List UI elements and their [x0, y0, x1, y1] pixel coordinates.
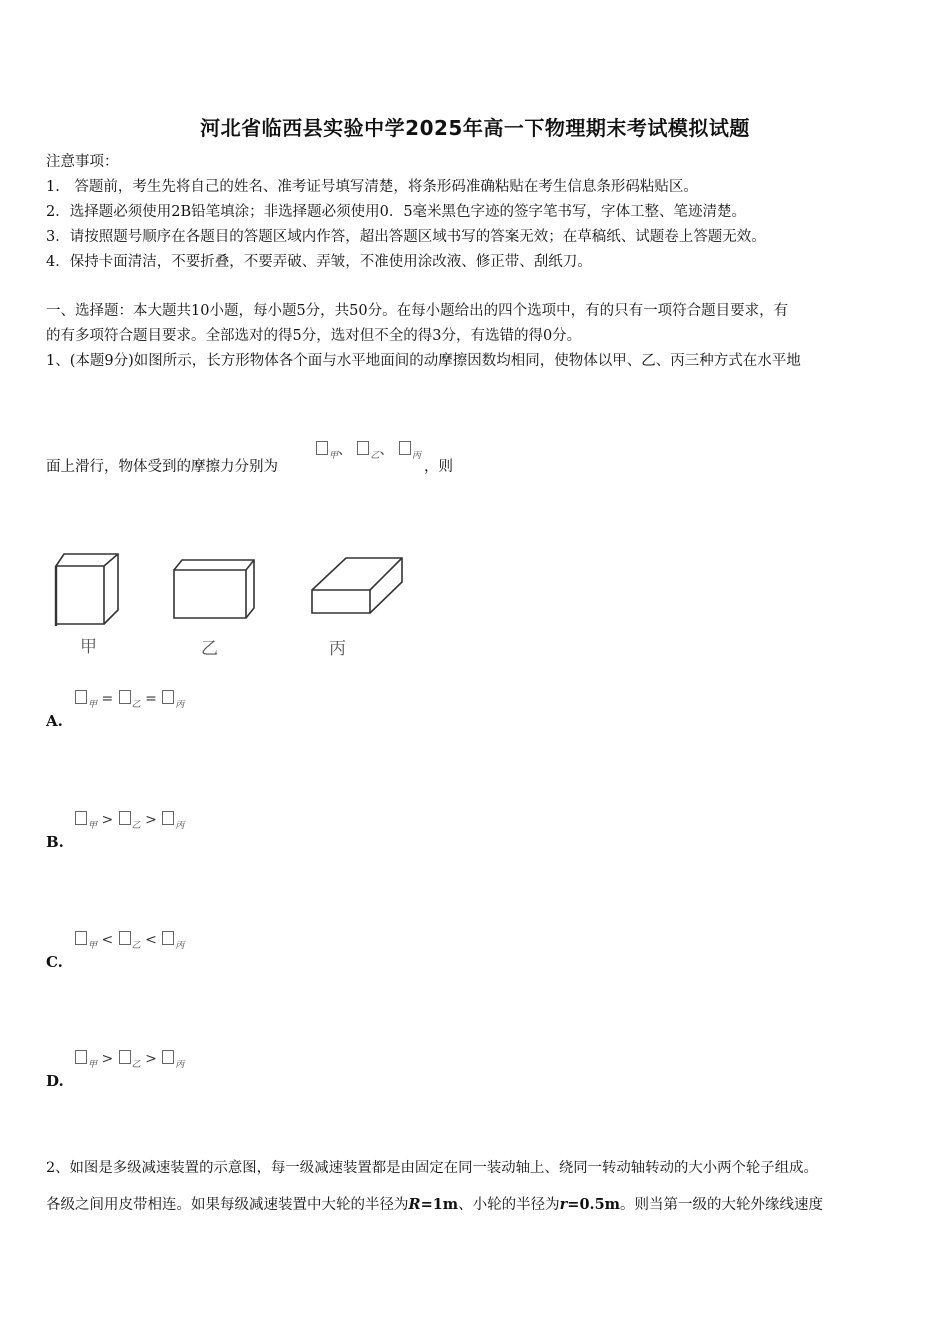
sub-jia: 甲 — [88, 941, 98, 951]
sub-jia: 甲 — [88, 1060, 98, 1070]
placeholder-glyph-icon — [75, 690, 87, 704]
operator: < — [101, 932, 114, 948]
sep: 、 — [379, 442, 394, 458]
sub-jia: 甲 — [88, 821, 98, 831]
operator: > — [101, 812, 114, 828]
notice-item-3: 3．请按照题号顺序在各题目的答题区域内作答，超出答题区域书写的答案无效；在草稿纸、试题卷上答题无效。 — [46, 229, 766, 245]
sub-bing: 丙 — [175, 941, 185, 951]
sub-yi: 乙 — [131, 941, 141, 951]
placeholder-glyph-icon — [399, 441, 411, 455]
option-c-expression — [74, 931, 184, 951]
operator: > — [101, 1051, 114, 1067]
q1-stem-line1: 1、(本题9分)如图所示，长方形物体各个面与水平地面间的动摩擦因数均相同，使物体以甲、乙、丙三种方式在水平地 — [46, 353, 801, 369]
q1-friction-symbols — [315, 439, 421, 461]
figure-label-yi: 乙 — [201, 639, 218, 659]
notice-heading: 注意事项： — [46, 154, 119, 170]
operator: = — [101, 691, 114, 707]
sub-bing: 丙 — [175, 1060, 185, 1070]
notice-item-1: 1. 答题前，考生先将自己的姓名、准考证号填写清楚，将条形码准确粘贴在考生信息条形码粘贴区。 — [46, 179, 698, 195]
q2-value-r: =0.5m — [567, 1196, 621, 1213]
q2-symbol-r: r — [559, 1196, 568, 1213]
page-title: 河北省临西县实验中学2025年高一下物理期末考试模拟试题 — [200, 116, 750, 140]
placeholder-glyph-icon — [119, 931, 131, 945]
sub-yi: 乙 — [131, 821, 141, 831]
operator: < — [145, 932, 157, 948]
placeholder-glyph-icon — [162, 811, 174, 825]
q1-stem-line2-prefix: 面上滑行，物体受到的摩擦力分别为 — [46, 459, 278, 475]
q1-stem-line2-suffix: ，则 — [424, 459, 453, 475]
operator: > — [145, 812, 157, 828]
placeholder-glyph-icon — [316, 441, 328, 455]
q2-stem-line1: 2、如图是多级减速装置的示意图，每一级减速装置都是由固定在同一装动轴上、绕同一转动轴转动的大小两个轮子组成。 — [46, 1160, 818, 1176]
placeholder-glyph-icon — [75, 811, 87, 825]
q2-text-c: 。则当第一级的大轮外缘线速度 — [620, 1197, 824, 1213]
placeholder-glyph-icon — [162, 690, 174, 704]
sep: 、 — [338, 442, 353, 458]
placeholder-glyph-icon — [162, 1050, 174, 1064]
notice-item-2: 2．选择题必须使用2B铅笔填涂；非选择题必须使用0．5毫米黑色字迹的签字笔书写，字体工整、笔迹清楚。 — [46, 204, 747, 220]
q2-value-R: =1m — [420, 1196, 459, 1213]
placeholder-glyph-icon — [357, 441, 369, 455]
sub-bing: 丙 — [175, 700, 185, 710]
sub-jia: 甲 — [88, 700, 98, 710]
q1-figure — [40, 540, 420, 660]
block-jia — [56, 554, 118, 626]
option-b-expression — [74, 811, 184, 831]
option-a-label[interactable]: A. — [46, 712, 63, 730]
q2-symbol-R: R — [408, 1196, 421, 1213]
operator: > — [145, 1051, 157, 1067]
placeholder-glyph-icon — [119, 811, 131, 825]
placeholder-glyph-icon — [75, 1050, 87, 1064]
notice-item-4: 4．保持卡面清洁，不要折叠，不要弄破、弄皱，不准使用涂改液、修正带、刮纸刀。 — [46, 254, 592, 270]
option-a-expression — [74, 690, 184, 710]
block-bing — [312, 558, 402, 613]
figure-label-bing: 丙 — [329, 639, 346, 659]
q2-text-b: 、小轮的半径为 — [458, 1197, 560, 1213]
section1-line2: 的有多项符合题目要求。全部选对的得5分，选对但不全的得3分，有选错的得0分。 — [46, 328, 582, 344]
placeholder-glyph-icon — [162, 931, 174, 945]
q2-stem-line2 — [46, 1195, 823, 1215]
option-b-label[interactable]: B. — [46, 833, 64, 851]
q2-text-a: 各级之间用皮带相连。如果每级减速装置中大轮的半径为 — [46, 1197, 409, 1213]
sub-bing: 丙 — [175, 821, 185, 831]
option-d-label[interactable]: D. — [46, 1072, 64, 1090]
sub-jia: 甲 — [329, 451, 339, 461]
option-c-label[interactable]: C. — [46, 953, 63, 971]
sub-yi: 乙 — [131, 1060, 141, 1070]
sub-bing: 丙 — [411, 451, 421, 461]
section1-line1: 一、选择题：本大题共10小题，每小题5分，共50分。在每小题给出的四个选项中，有的只有一项符合题目要求，有 — [46, 303, 789, 319]
operator: = — [145, 691, 157, 707]
placeholder-glyph-icon — [119, 690, 131, 704]
sub-yi: 乙 — [370, 451, 380, 461]
block-yi — [174, 560, 254, 618]
option-d-expression — [74, 1050, 184, 1070]
sub-yi: 乙 — [131, 700, 141, 710]
figure-label-jia: 甲 — [80, 637, 97, 657]
placeholder-glyph-icon — [75, 931, 87, 945]
placeholder-glyph-icon — [119, 1050, 131, 1064]
